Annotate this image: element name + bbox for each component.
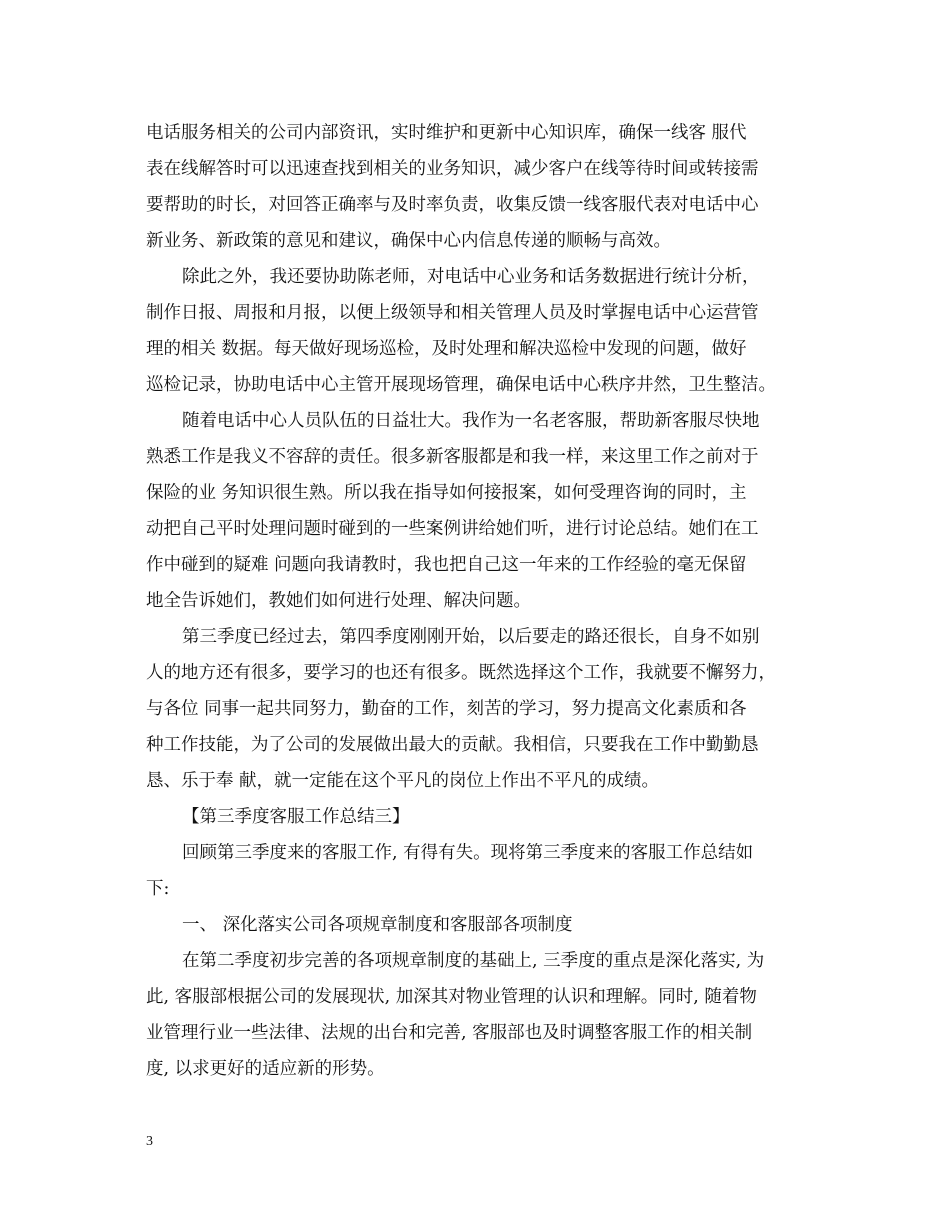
body-line: 种工作技能，为了公司的发展做出最大的贡献。我相信，只要我在工作中勤勤恳 <box>146 735 759 755</box>
page-number: 3 <box>146 1134 153 1149</box>
body-line: 度, 以求更好的适应新的形势。 <box>146 1059 385 1079</box>
body-line: 电话服务相关的公司内部资讯，实时维护和更新中心知识库，确保一线客 服代 <box>146 123 747 143</box>
body-line: 表在线解答时可以迅速查找到相关的业务知识，减少客户在线等待时间或转接需 <box>146 159 759 179</box>
body-line: 作中碰到的疑难 问题向我请教时，我也把自己这一年来的工作经验的毫无保留 <box>146 555 747 575</box>
body-line: 熟悉工作是我义不容辞的责任。很多新客服都是和我一样，来这里工作之前对于 <box>146 447 759 467</box>
body-line: 此, 客服部根据公司的发展现状, 加深其对物业管理的认识和理解。同时, 随着物 <box>146 987 757 1007</box>
body-line: 恳、乐于奉 献，就一定能在这个平凡的岗位上作出不平凡的成绩。 <box>146 771 660 791</box>
body-line: 制作日报、周报和月报，以便上级领导和相关管理人员及时掌握电话中心运营管 <box>146 303 759 323</box>
section-heading: 【第三季度客服工作总结三】 <box>182 807 410 827</box>
body-line: 动把自己平时处理问题时碰到的一些案例讲给她们听，进行讨论总结。她们在工 <box>146 519 759 539</box>
body-line: 地全告诉她们，教她们如何进行处理、解决问题。 <box>146 591 531 611</box>
body-line: 要帮助的时长，对回答正确率与及时率负责，收集反馈一线客服代表对电话中心 <box>146 195 759 215</box>
paragraph-first-line: 除此之外，我还要协助陈老师，对电话中心业务和话务数据进行统计分析， <box>182 267 760 287</box>
body-line: 新业务、新政策的意见和建议，确保中心内信息传递的顺畅与高效。 <box>146 231 671 251</box>
body-line: 巡检记录，协助电话中心主管开展现场管理，确保电话中心秩序井然，卫生整洁。 <box>146 375 776 395</box>
paragraph-first-line: 回顾第三季度来的客服工作, 有得有失。现将第三季度来的客服工作总结如 <box>182 843 754 863</box>
body-line: 业管理行业一些法律、法规的出台和完善, 客服部也及时调整客服工作的相关制 <box>146 1023 753 1043</box>
body-line: 保险的业 务知识很生熟。所以我在指导如何接报案，如何受理咨询的同时，主 <box>146 483 747 503</box>
body-line: 下: <box>146 879 170 899</box>
paragraph-first-line: 第三季度已经过去，第四季度刚刚开始，以后要走的路还很长，自身不如别 <box>182 627 760 647</box>
body-line: 理的相关 数据。每天做好现场巡检，及时处理和解决巡检中发现的问题，做好 <box>146 339 747 359</box>
subsection-heading: 一、 深化落实公司各项规章制度和客服部各项制度 <box>182 915 573 935</box>
body-line: 人的地方还有很多，要学习的也还有很多。既然选择这个工作，我就要不懈努力， <box>146 663 776 683</box>
body-line: 与各位 同事一起共同努力，勤奋的工作，刻苦的学习，努力提高文化素质和各 <box>146 699 747 719</box>
paragraph-first-line: 随着电话中心人员队伍的日益壮大。我作为一名老客服，帮助新客服尽快地 <box>182 411 760 431</box>
paragraph-first-line: 在第二季度初步完善的各项规章制度的基础上, 三季度的重点是深化落实, 为 <box>182 951 765 971</box>
